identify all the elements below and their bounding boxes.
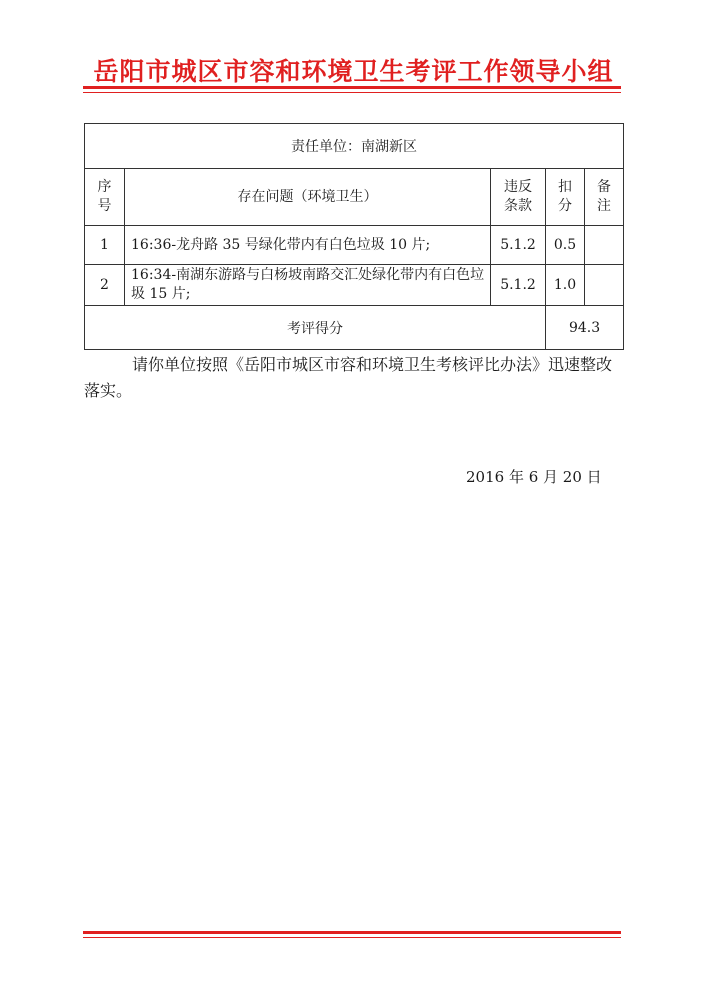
header-clause <box>491 169 546 226</box>
score-label: 考评得分 <box>85 306 546 350</box>
row-clause: 5.1.2 <box>491 226 546 265</box>
header-remark <box>585 169 624 226</box>
unit-row <box>85 124 624 169</box>
document-date: 2016 年 6 月 20 日 <box>466 468 602 486</box>
table-row <box>85 226 624 265</box>
inspection-table <box>84 123 624 350</box>
header-remark-label: 备注 <box>597 179 612 214</box>
row-clause: 5.1.2 <box>491 265 546 306</box>
score-row <box>85 306 624 350</box>
footer-rule-thin <box>83 937 621 938</box>
header-seq <box>85 169 125 226</box>
row-deduct: 1.0 <box>546 265 585 306</box>
row-remark <box>585 265 624 306</box>
header-seq-label: 序号 <box>97 179 112 214</box>
row-issue: 16:34-南湖东游路与白杨坡南路交汇处绿化带内有白色垃圾 15 片; <box>125 265 491 306</box>
header-rule-thick <box>83 86 621 89</box>
row-seq: 1 <box>85 226 125 265</box>
row-remark <box>585 226 624 265</box>
row-deduct: 0.5 <box>546 226 585 265</box>
document-header-title: 岳阳市城区市容和环境卫生考评工作领导小组 <box>93 57 614 86</box>
table-row <box>85 265 624 306</box>
responsible-unit-cell: 责任单位：南湖新区 <box>85 124 624 169</box>
header-issue: 存在问题（环境卫生） <box>125 169 491 226</box>
score-value: 94.3 <box>546 306 624 350</box>
table-header-row <box>85 169 624 226</box>
header-deduct <box>546 169 585 226</box>
header-rule-thin <box>83 92 621 93</box>
row-issue: 16:36-龙舟路 35 号绿化带内有白色垃圾 10 片; <box>125 226 491 265</box>
instruction-paragraph: 请你单位按照《岳阳市城区市容和环境卫生考核评比办法》迅速整改落实。 <box>84 355 613 400</box>
row-seq: 2 <box>85 265 125 306</box>
header-clause-label: 违反条款 <box>504 179 532 214</box>
header-deduct-label: 扣分 <box>558 179 572 214</box>
footer-rule-thick <box>83 931 621 934</box>
